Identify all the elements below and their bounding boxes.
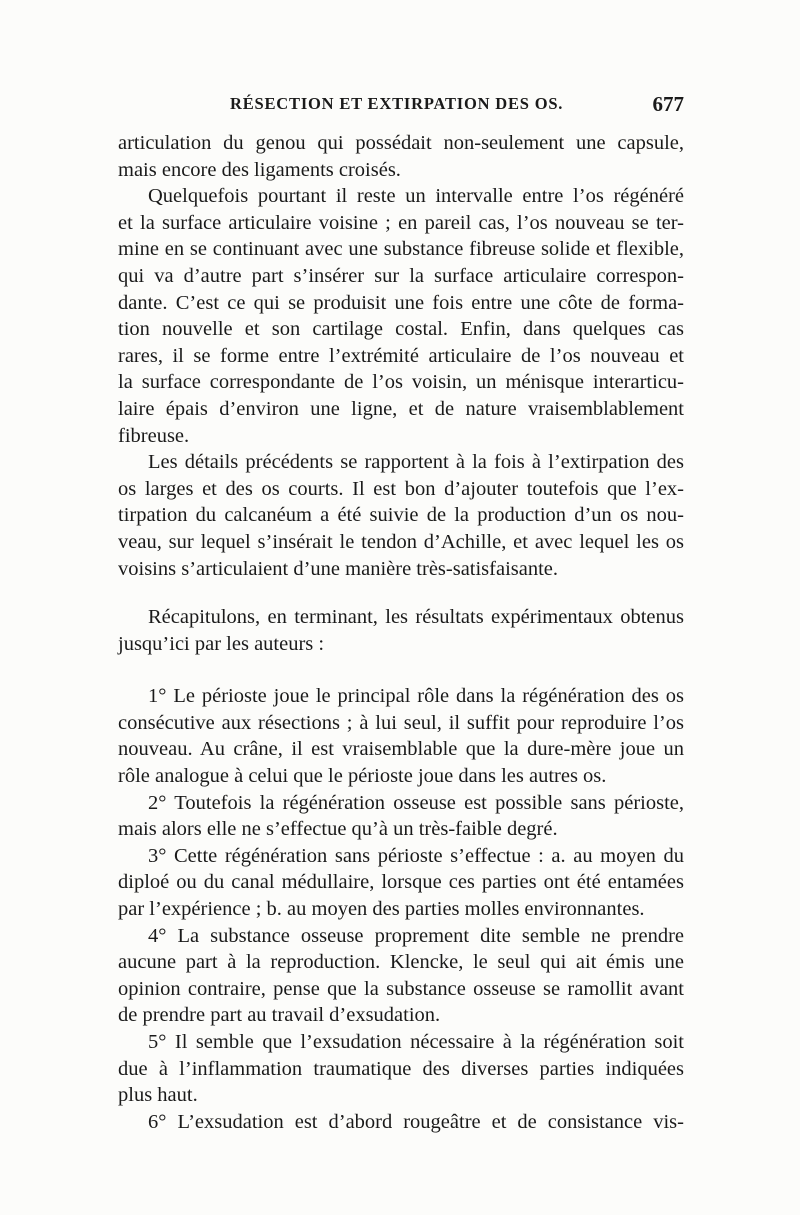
body-text [118,130,684,1135]
paragraph-gap [118,657,684,683]
text-line: 1° Le périoste joue le principal rôle dans la régénération des os [148,685,684,708]
numbered-item [118,683,684,789]
running-header [118,92,684,122]
text-line: tirpation du calcanéum a été suivie de la production d’un os nou- [118,504,684,527]
text-line: Quelquefois pourtant il reste un intervalle entre l’os régénéré [148,185,684,208]
text-line: jusqu’ici par les auteurs : [118,632,325,655]
text-line: 5° Il semble que l’exsudation nécessaire à la régénération soit [148,1031,684,1053]
paragraph [118,183,684,449]
text-line: mine en se continuant avec une substance fibreuse solide et flexible, [118,238,684,261]
text-line: articulation du genou qui possédait non-seulement une capsule, [118,132,684,154]
text-line: fibreuse. [118,424,190,447]
text-line: plus haut. [118,1084,198,1107]
text-line: 2° Toutefois la régénération osseuse est possible sans périoste, [148,791,684,814]
text-line: de prendre part au travail d’exsudation. [118,1004,441,1027]
text-line: et la surface articulaire voisine ; en pareil cas, l’os nouveau se ter- [118,211,684,234]
text-line: 6° L’exsudation est d’abord rougeâtre et de consistance vis- [148,1110,684,1133]
text-line: la surface correspondante de l’os voisin, un ménisque interarticu- [118,371,684,394]
numbered-item [118,1029,684,1109]
text-line: os larges et des os courts. Il est bon d’ajouter toutefois que l’ex- [118,477,684,500]
text-line: due à l’inflammation traumatique des diverses parties indiquées [118,1057,684,1080]
numbered-item [118,923,684,1029]
paragraph-gap [118,582,684,604]
text-line: veau, sur lequel s’insérait le tendon d’Achille, et avec lequel les os [118,530,684,553]
numbered-item [118,790,684,843]
text-line: diploé ou du canal médullaire, lorsque ces parties ont été entamées [118,871,684,894]
paragraph [118,130,684,183]
running-title: RÉSECTION ET EXTIRPATION DES OS. [230,94,564,113]
text-line: tion nouvelle et son cartilage costal. Enfin, dans quelques cas [118,318,684,341]
page-number: 677 [652,92,684,116]
text-line: consécutive aux résections ; à lui seul, il suffit pour reproduire l’os [118,711,684,734]
text-line: opinion contraire, pense que la substance osseuse se ramollit avant [118,977,684,1000]
text-line: rôle analogue à celui que le périoste joue dans les autres os. [118,765,607,788]
paragraph [118,604,684,657]
text-line: nouveau. Au crâne, il est vraisemblable que la dure-mère joue un [118,738,684,761]
paragraph [118,449,684,582]
text-line: par l’expérience ; b. au moyen des parties molles environnantes. [118,898,645,921]
text-line: mais encore des ligaments croisés. [118,158,401,181]
text-line: 4° La substance osseuse proprement dite semble ne prendre [148,924,684,947]
text-line: 3° Cette régénération sans périoste s’effectue : a. au moyen du [148,844,684,867]
numbered-item [118,843,684,923]
text-line: Les détails précédents se rapportent à la fois à l’extirpation des [148,451,684,474]
text-line: laire épais d’environ une ligne, et de nature vraisemblablement [118,397,684,420]
text-line: mais alors elle ne s’effectue qu’à un très-faible degré. [118,818,558,841]
text-line: rares, il se forme entre l’extrémité articulaire de l’os nouveau et [118,344,684,367]
numbered-item [118,1109,684,1136]
text-line: aucune part à la reproduction. Klencke, le seul qui ait émis une [118,951,684,974]
text-line: Récapitulons, en terminant, les résultats expérimentaux obtenus [148,606,684,629]
text-line: voisins s’articulaient d’une manière très-satisfaisante. [118,557,559,580]
text-line: dante. C’est ce qui se produisit une fois entre une côte de forma- [118,291,684,314]
text-line: qui va d’autre part s’insérer sur la surface articulaire correspon- [118,264,684,287]
